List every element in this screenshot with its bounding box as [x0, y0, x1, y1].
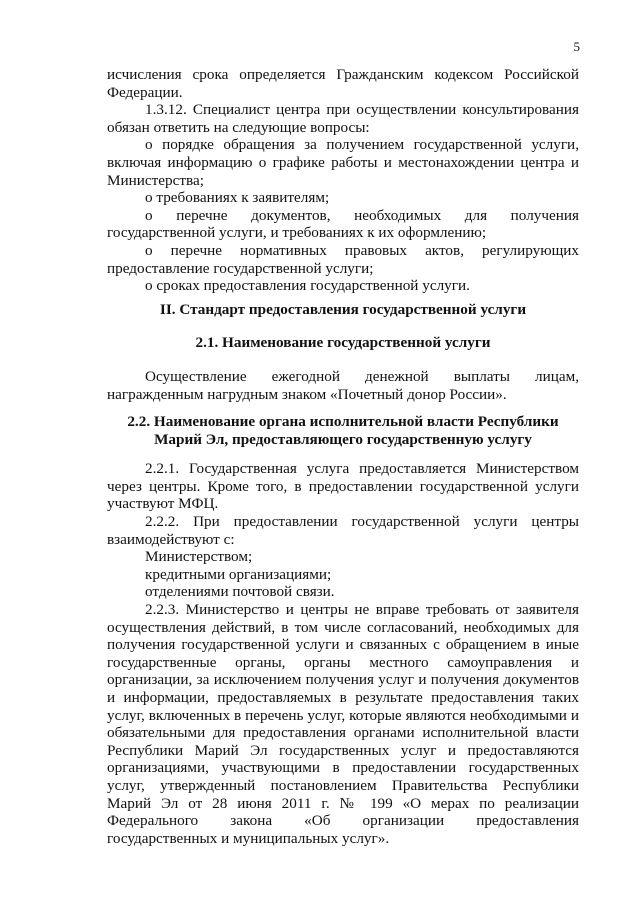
question-item: о перечне документов, необходимых для получения государственной услуги, и требованиях к их оформлению; — [107, 206, 579, 242]
interaction-item: отделениями почтовой связи. — [145, 583, 335, 601]
question-item: о сроках предоставления государственной услуги. — [145, 277, 470, 295]
document-body — [107, 66, 579, 847]
section-heading: II. Стандарт предоставления государственной услуги — [159, 300, 527, 318]
question-item: о требованиях к заявителям; — [145, 189, 330, 207]
paragraph-2-1: Осуществление ежегодной денежной выплаты лицам, награжденным нагрудным знаком «Почетный донор России». — [107, 367, 579, 403]
subheading-2-1: 2.1. Наименование государственной услуги — [195, 334, 491, 352]
subheading-2-2 — [107, 413, 579, 448]
paragraph-2-2-1: 2.2.1. Государственная услуга предоставляется Министерством через центры. Кроме того, в предоставлении государственной услуги участвуют МФЦ. — [107, 460, 579, 513]
page-number: 5 — [573, 39, 580, 54]
question-item: о перечне нормативных правовых актов, регулирующих предоставление государственной услуги; — [107, 241, 579, 277]
interaction-item: кредитными организациями; — [145, 565, 332, 583]
subheading-2-2-line-1: 2.2. Наименование органа исполнительной власти Республики — [127, 413, 559, 431]
interaction-item: Министерством; — [145, 548, 253, 566]
paragraph-1-3-12: 1.3.12. Специалист центра при осуществлении консультирования обязан ответить на следующие вопросы: — [107, 101, 579, 136]
subheading-2-2-line-2: Марий Эл, предоставляющего государственную услугу — [154, 430, 532, 448]
paragraph-2-2-3: 2.2.3. Министерство и центры не вправе требовать от заявителя осуществления действий, в том числе согласований, необходимых для получения государственной услуги и связанных с обращением в иные государственные органы, органы местного самоуправления и организации, за исключением получения услуг и получения документов и информации, предоставляемых в результате предоставления таких услуг, включенных в перечень услуг, которые являются необходимыми и обязательными для предоставления органами исполнительной власти Республики Марий Эл государственных услуг и предоставляются организациями, участвующими в предоставлении государственных услуг, утвержденный постановлением Правительства Республики Марий Эл от 28 июня 2011 г. № 199 «О мерах по реализации Федерального закона «Об организации предоставления государственных и муниципальных услуг». — [107, 601, 579, 847]
paragraph-2-2-2: 2.2.2. При предоставлении государственной услуги центры взаимодействуют с: — [107, 513, 579, 548]
question-item: о порядке обращения за получением государственной услуги, включая информацию о графике работы и местонахождении центра и Министерства; — [107, 136, 579, 189]
paragraph-continuation: исчисления срока определяется Гражданским кодексом Российской Федерации. — [107, 66, 579, 101]
